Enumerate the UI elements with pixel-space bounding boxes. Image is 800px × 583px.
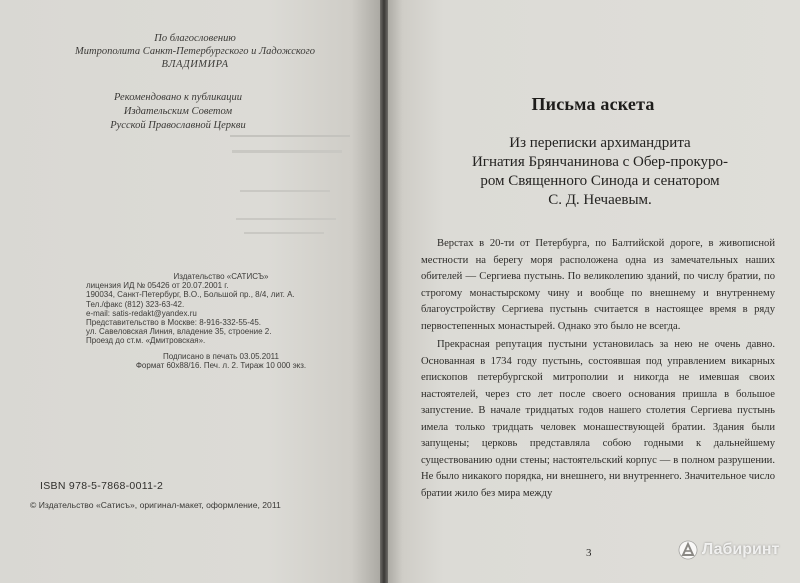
publisher-moscow-route: Проезд до ст.м. «Дмитровская». <box>86 336 206 346</box>
watermark-text: Лабиринт <box>702 541 780 558</box>
publisher-name: Издательство «САТИСЪ» <box>173 272 269 281</box>
subtitle-line: ром Священного Синода и сенатором <box>480 173 720 189</box>
book-gutter <box>380 0 388 583</box>
copyright: © Издательство «Сатисъ», оригинал-макет, оформление, 2011 <box>30 500 281 510</box>
show-through-mark <box>232 150 342 153</box>
show-through-mark <box>240 190 330 192</box>
subtitle-line: Из переписки архимандрита <box>509 135 691 151</box>
body-text <box>421 236 775 502</box>
recommendation-line: Издательским Советом <box>123 106 233 117</box>
print-signed: Подписано в печать 03.05.2011 <box>163 351 279 361</box>
labirint-logo-icon <box>678 540 698 560</box>
publisher-moscow-address: ул. Савеловская Линия, владение 35, строение 2. <box>86 327 272 337</box>
publisher-email: e-mail: satis-redakt@yandex.ru <box>86 308 197 318</box>
subtitle-line: Игнатия Брянчанинова с Обер-прокуро- <box>471 154 729 170</box>
show-through-mark <box>236 218 336 220</box>
recommendation-block <box>78 91 278 133</box>
publisher-block <box>86 272 356 370</box>
show-through-mark <box>230 135 350 147</box>
publisher-phone: Тел./факс (812) 323-63-42. <box>86 299 185 309</box>
publisher-address: 190034, Санкт-Петербург, В.О., Большой пр., 8/4, лит. А. <box>86 290 295 300</box>
paragraph: Верстах в 20-ти от Петербурга, по Балтийской дороге, в живописной местности на берегу моря расположена одна из замечательных наших обителей — Сергиева пустынь. По великолепию зданий, по числу братии, по строгому монастырскому чину и вообще по внешнему и внутреннему благоустройству Сергиева пустынь считается в настоящее время в ряду первостепенных монастырей. Однако это было не всегда. <box>421 238 775 332</box>
publisher-moscow: Представительство в Москве: 8-916-332-55-45. <box>86 318 262 328</box>
show-through-mark <box>244 232 324 234</box>
blessing-line: Митрополита Санкт-Петербургского и Ладожского <box>75 46 315 57</box>
publisher-license: лицензия ИД № 05426 от 20.07.2001 г. <box>86 281 229 291</box>
print-format: Формат 60х88/16. Печ. л. 2. Тираж 10 000 экз. <box>135 360 307 370</box>
page-number: 3 <box>586 547 592 559</box>
subtitle-line: С. Д. Нечаевым. <box>548 192 652 208</box>
isbn: ISBN 978-5-7868-0011-2 <box>40 480 164 492</box>
blessing-block <box>60 32 330 71</box>
recommendation-line: Рекомендовано к публикации <box>114 92 242 103</box>
chapter-subtitle <box>415 134 785 210</box>
recommendation-line: Русской Православной Церкви <box>110 120 246 131</box>
chapter-title: Письма аскета <box>531 94 655 114</box>
paragraph: Прекрасная репутация пустыни установилась за нею не очень давно. Основанная в 1734 году пустынь, состоявшая под управлением викарных епископов петербургской митрополии и никогда не имевшая своих настоятелей, через сто лет после своего основания пришла в большое запустение. В начале тридцатых годов нашего столетия Сергиева пустынь имела только тридцать человек монашествующей братии. Здания были запущены; церковь представляла собою годными к дальнейшему существованию одни стены; настоятельский корпус — в полном разрушении. Не было никакого порядка, ни внешнего, ни внутреннего. Значительное число братии жило без мира между <box>421 339 775 499</box>
blessing-line: По благословению <box>154 33 236 44</box>
blessing-name: ВЛАДИМИРА <box>161 59 229 70</box>
watermark <box>678 540 779 560</box>
